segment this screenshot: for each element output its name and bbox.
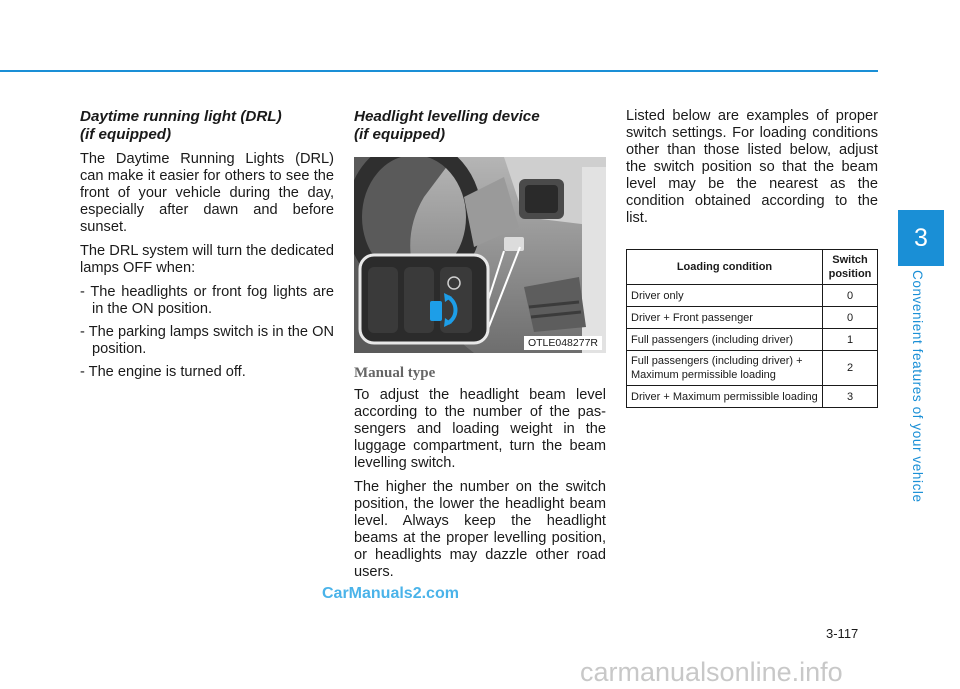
watermark-bottom: carmanualsonline.info [580, 657, 843, 687]
column-switch-settings [626, 108, 878, 408]
manual-type-subheading: Manual type [354, 365, 436, 381]
table-row [627, 307, 878, 329]
column-levelling [354, 108, 606, 588]
page-number: 3-117 [826, 626, 859, 641]
chapter-tab: 3 [898, 210, 944, 266]
switch-position-cell: 3 [823, 386, 878, 408]
drl-heading-line2: (if equipped) [80, 126, 172, 143]
levelling-paragraph-2: The higher the number on the switch position, the lower the headlight beam level. Always keep the headlight beams at the proper levelling position, or headlights may dazzle other road users. [354, 479, 606, 580]
drl-heading [80, 108, 334, 144]
loading-condition-cell: Full passengers (including driver) + Maximum permissible loading [627, 351, 823, 386]
table-row [627, 285, 878, 307]
list-item: - The headlights or front fog lights are in the ON position. [80, 284, 334, 317]
levelling-switch-figure [354, 157, 606, 353]
table-row [627, 351, 878, 386]
loading-condition-cell: Driver only [627, 285, 823, 307]
list-item: - The engine is turned off. [80, 364, 246, 380]
switch-position-cell: 2 [823, 351, 878, 386]
chapter-side-title: Convenient features of your vehicle [910, 270, 925, 503]
switch-position-cell: 0 [823, 307, 878, 329]
list-item: - The parking lamps switch is in the ON position. [80, 324, 334, 357]
levelling-heading-line1: Headlight levelling device [354, 108, 540, 125]
watermark-link-top[interactable]: CarManuals2.com [322, 585, 459, 602]
loading-condition-table [626, 249, 878, 408]
loading-condition-cell: Driver + Front passenger [627, 307, 823, 329]
drl-conditions-list [80, 284, 334, 381]
drl-heading-line1: Daytime running light (DRL) [80, 108, 282, 125]
header-switch-position: Switch position [823, 250, 878, 285]
loading-condition-cell: Driver + Maximum permissible loading [627, 386, 823, 408]
dashboard-photo [354, 157, 606, 353]
levelling-heading [354, 108, 606, 144]
loading-condition-cell: Full passengers (including driver) [627, 329, 823, 351]
levelling-paragraph-1: To adjust the headlight beam level according to the number of the passengers and loading weight in the luggage compartment, turn the beam levelling switch. [354, 387, 606, 471]
levelling-heading-line2: (if equipped) [354, 126, 446, 143]
settings-paragraph: Listed below are examples of proper switch settings. For loading conditions other than those listed below, adjust the switch position so that the beam level may be the nearest as the condition obtained according to the list. [626, 108, 878, 226]
table-header-row [627, 250, 878, 285]
table-row [627, 386, 878, 408]
figure-code-label: OTLE048277R [524, 336, 602, 350]
header-rule [0, 70, 878, 72]
switch-position-cell: 0 [823, 285, 878, 307]
table-row [627, 329, 878, 351]
header-loading-condition: Loading condition [627, 250, 823, 285]
column-drl [80, 108, 334, 387]
switch-position-cell: 1 [823, 329, 878, 351]
drl-paragraph-1: The Daytime Running Lights (DRL) can make it easier for others to see the front of your vehicle during the day, especially after dawn and before sunset. [80, 151, 334, 235]
drl-paragraph-2: The DRL system will turn the dedicated lamps OFF when: [80, 243, 334, 276]
